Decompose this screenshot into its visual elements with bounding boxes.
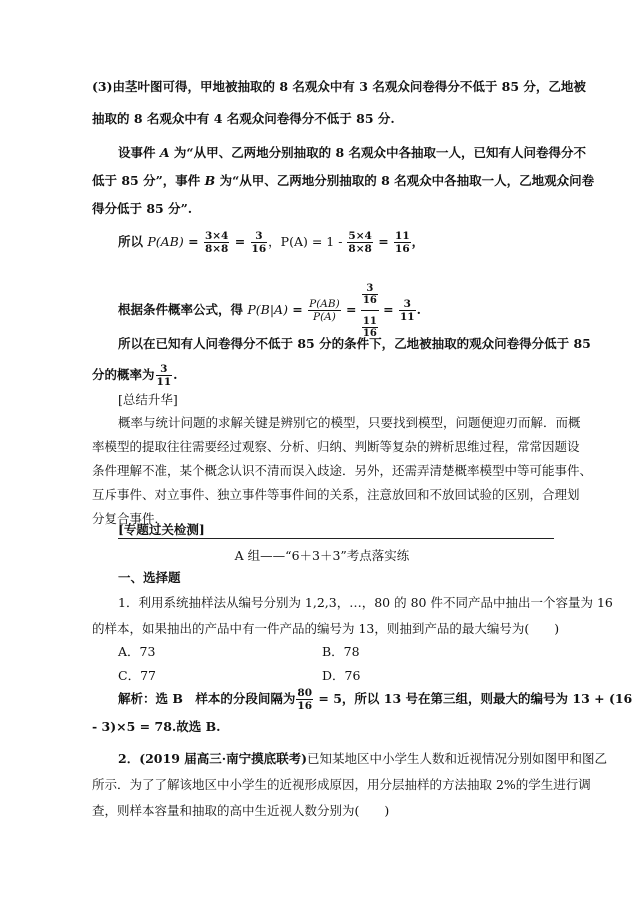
fraction-3x4-over-8x8: $\frac{3\times 4}{8\times 8}$	[204, 230, 229, 255]
fraction-pab-over-pa: $\frac{P(AB)}{P(A)}$	[309, 298, 340, 323]
event-line3: 得分低于 85 分”.	[92, 201, 193, 216]
fraction-80-over-16: $\frac{80}{16}$	[297, 687, 313, 712]
compound-fraction: $\frac{\frac{3}{16}}{\frac{11}{16}}$	[361, 279, 379, 342]
summary-line3: 条件理解不准，某个概念认识不清而误入歧途．另外，还需弄清楚概率模型中等可能事件、	[92, 463, 593, 478]
summary-title: [总结升华]	[118, 392, 178, 407]
conclusion-line2: 分的概率为 $\frac{3}{11}$ .	[92, 363, 178, 388]
summary-line4: 互斥事件、对立事件、独立事件等事件间的关系，注意放回和不放回试验的区别，合理划	[92, 487, 580, 502]
question2-line2: 所示．为了了解该地区中小学生的近视形成原因，用分层抽样的方法抽取 2%的学生进行调	[92, 777, 591, 792]
question1-line2: 的样本，如果抽出的产品中有一件产品的编号为 13，则抽到产品的最大编号为( )	[92, 621, 560, 636]
fraction-5x4-over-8x8: $\frac{5\times 4}{8\times 8}$	[348, 230, 372, 255]
summary-line2: 率模型的提取往往需要经过观察、分析、归纳、判断等复杂的辨析思维过程，常常因题设	[92, 439, 580, 454]
group-heading: A 组——“6＋3＋3”考点落实练	[234, 548, 410, 563]
q1-option-a[interactable]: A．73	[118, 644, 156, 659]
fraction-11-over-16: $\frac{11}{16}$	[395, 230, 410, 255]
probability-calc-line: 所以 P(AB) = $\frac{3\times 4}{8\times 8}$ = $\frac{3}{16}$ ，P(A) = 1 - $\frac{5\times 4}{8\times 8}$ = $\frac{11}{16}$ ，	[118, 230, 425, 255]
question2-line1: 2．(2019 届高三·南宁摸底联考)已知某地区中小学生人数和近视情况分别如图甲和图乙	[118, 751, 608, 766]
part-heading-choice: 一、选择题	[118, 570, 181, 585]
part3-line2: 抽取的 8 名观众中有 4 名观众问卷得分不低于 85 分.	[92, 111, 395, 126]
summary-line1: 概率与统计问题的求解关键是辨别它的模型，只要找到模型，问题便迎刃而解．而概	[118, 415, 581, 430]
question2-line3: 查，则样本容量和抽取的高中生近视人数分别为( )	[92, 803, 390, 818]
conditional-probability-line: 根据条件概率公式，得 P(B|A) = $\frac{P(AB)}{P(A)}$ = $\frac{\frac{3}{16}}{\frac{11}{16}}$ = $\frac{3}{11}$ .	[118, 279, 552, 342]
event-line2: 低于 85 分”，事件 B 为“从甲、乙两地分别抽取的 8 名观众中各抽取一人，乙地观众问卷	[92, 173, 595, 188]
solution1-line2: - 3)×5 = 78.故选 B.	[92, 719, 221, 734]
q1-option-b[interactable]: B．78	[322, 644, 360, 659]
part3-line1: (3)由茎叶图可得，甲地被抽取的 8 名观众中有 3 名观众问卷得分不低于 85 分，乙地被	[92, 79, 586, 94]
section-title: [专题过关检测]	[118, 522, 205, 537]
fraction-3-over-11-result: $\frac{3}{11}$	[156, 363, 172, 388]
event-line1: 设事件 A 为“从甲、乙两地分别抽取的 8 名观众中各抽取一人，已知有人问卷得分不	[118, 145, 587, 160]
fraction-3-over-11: $\frac{3}{11}$	[400, 298, 415, 323]
q1-option-c[interactable]: C．77	[118, 668, 156, 683]
section-divider	[118, 538, 554, 539]
question1-line1: 1．利用系统抽样法从编号分别为 1,2,3，…，80 的 80 件不同产品中抽出一个容量为 16	[118, 595, 613, 610]
summary-line5: 分复合事件．	[92, 511, 168, 526]
fraction-3-over-16: $\frac{3}{16}$	[251, 230, 267, 255]
conclusion-line1: 所以在已知有人问卷得分不低于 85 分的条件下，乙地被抽取的观众问卷得分低于 85	[118, 336, 591, 351]
q1-option-d[interactable]: D．76	[322, 668, 361, 683]
solution1-line1: 解析：选 B 样本的分段间隔为 $\frac{80}{16}$ = 5，所以 13 号在第三组，则最大的编号为 13 + (16	[118, 687, 633, 712]
